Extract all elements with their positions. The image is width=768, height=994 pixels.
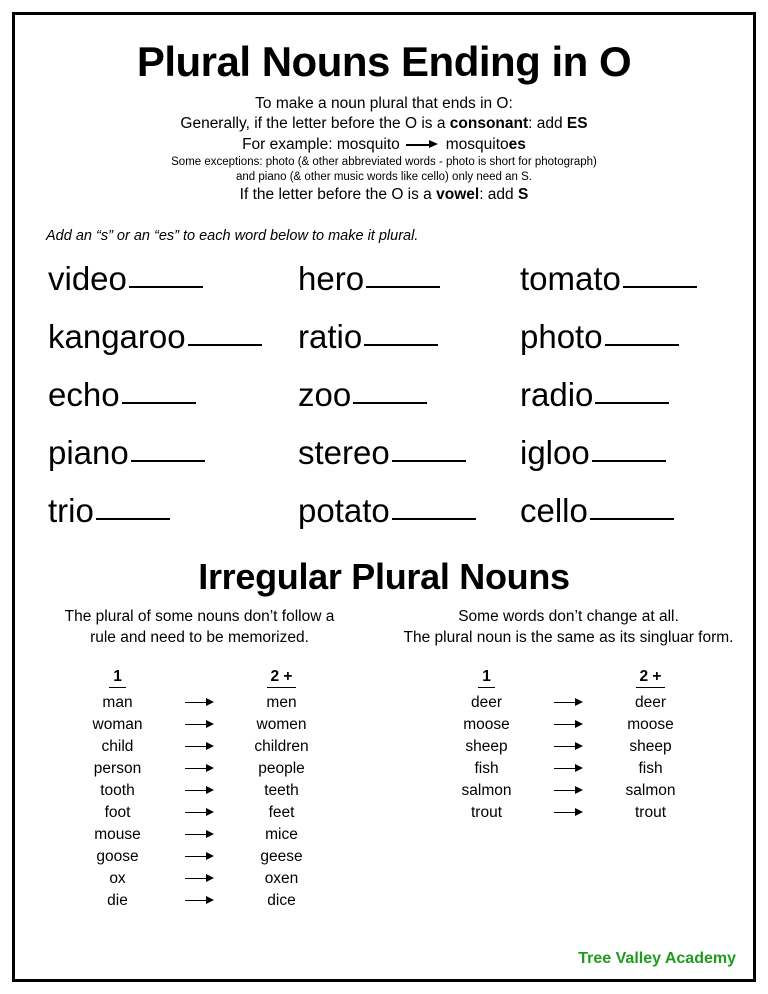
header-plural	[596, 666, 706, 692]
plural-word: feet	[268, 803, 295, 821]
singular-word: fish	[474, 759, 499, 777]
arrow-cell	[173, 758, 227, 780]
plural-word: deer	[634, 693, 667, 711]
word-item	[298, 424, 520, 482]
word-item	[298, 482, 520, 540]
table-row	[63, 846, 337, 868]
answer-blank[interactable]	[131, 434, 205, 462]
table-row	[63, 758, 337, 780]
arrow-right-icon	[554, 807, 584, 818]
header-plural	[227, 666, 337, 692]
word-item	[48, 308, 298, 366]
rule-3-post: : add	[479, 186, 518, 204]
plural-word: women	[256, 715, 307, 733]
word-label: igloo	[520, 433, 590, 471]
exception-line-2: and piano (& other music words like cello) only need an S.	[236, 171, 532, 184]
answer-blank[interactable]	[188, 318, 262, 346]
table-row	[63, 802, 337, 824]
irregular-columns	[22, 606, 746, 912]
word-label: tomato	[520, 259, 621, 297]
rule-line-1: To make a noun plural that ends in O:	[255, 95, 513, 112]
instruction-text: Add an “s” or an “es” to each word below to make it plural.	[46, 227, 419, 244]
header-singular-label: 1	[478, 668, 495, 688]
left-intro	[22, 606, 377, 652]
rule-2-bold: consonant	[449, 115, 529, 133]
arrow-cell	[173, 714, 227, 736]
plural-word: teeth	[264, 781, 299, 799]
plural-word: men	[266, 693, 297, 711]
word-label: video	[48, 259, 127, 297]
answer-blank[interactable]	[364, 318, 438, 346]
arrow-cell	[173, 846, 227, 868]
left-pair-table	[63, 666, 337, 912]
singular-word: moose	[463, 715, 510, 733]
word-label: piano	[48, 433, 129, 471]
answer-blank[interactable]	[122, 376, 196, 404]
example-result	[446, 135, 526, 155]
arrow-cell	[542, 758, 596, 780]
brand-footer: Tree Valley Academy	[578, 950, 736, 967]
singular-word: die	[107, 891, 128, 909]
rule-2-pre: Generally, if the letter before the O is a	[180, 115, 450, 133]
left-intro-line-2: rule and need to be memorized.	[90, 629, 309, 647]
plural-word: geese	[260, 847, 303, 865]
word-item	[298, 308, 520, 366]
irregular-column-left	[22, 606, 377, 912]
page-title: Plural Nouns Ending in O	[136, 38, 632, 85]
word-item	[48, 250, 298, 308]
arrow-right-icon	[185, 895, 215, 906]
singular-word: foot	[104, 803, 131, 821]
plural-word: people	[258, 759, 305, 777]
answer-blank[interactable]	[623, 260, 697, 288]
plural-word: fish	[638, 759, 663, 777]
example-result-stem: mosquito	[445, 135, 509, 153]
word-item	[520, 424, 746, 482]
rule-line-3	[22, 185, 746, 205]
right-pair-table	[432, 666, 706, 824]
word-label: ratio	[298, 317, 363, 355]
left-intro-line-1: The plural of some nouns don’t follow a	[64, 607, 335, 625]
arrow-right-icon	[554, 763, 584, 774]
plural-word: oxen	[264, 869, 299, 887]
singular-word: ox	[109, 869, 126, 887]
answer-blank[interactable]	[366, 260, 440, 288]
word-label: radio	[520, 375, 594, 413]
table-header-row	[63, 666, 337, 692]
table-row	[63, 824, 337, 846]
plural-word: moose	[627, 715, 674, 733]
table-row	[63, 780, 337, 802]
word-label: potato	[298, 491, 390, 529]
table-row	[432, 802, 706, 824]
arrow-cell	[173, 890, 227, 912]
example-result-suffix: es	[508, 135, 526, 153]
plural-word: dice	[267, 891, 296, 909]
right-intro	[391, 606, 746, 652]
word-label: zoo	[298, 375, 352, 413]
worksheet-content	[22, 22, 746, 912]
table-row	[432, 736, 706, 758]
answer-blank[interactable]	[595, 376, 669, 404]
word-exercise-grid	[48, 250, 746, 540]
answer-blank[interactable]	[592, 434, 666, 462]
word-label: trio	[48, 491, 94, 529]
word-label: kangaroo	[48, 317, 186, 355]
arrow-right-icon	[185, 763, 215, 774]
word-label: hero	[298, 259, 365, 297]
arrow-right-icon	[554, 741, 584, 752]
arrow-cell	[542, 692, 596, 714]
rule-line-2	[22, 114, 746, 134]
answer-blank[interactable]	[590, 492, 674, 520]
example-label: For example: mosquito	[242, 135, 400, 153]
arrow-right-icon	[185, 873, 215, 884]
header-singular	[432, 666, 542, 692]
arrow-cell	[173, 692, 227, 714]
header-plural-label: 2 +	[267, 668, 297, 688]
word-item	[520, 250, 746, 308]
singular-word: person	[93, 759, 142, 777]
arrow-cell	[173, 868, 227, 890]
arrow-cell	[173, 736, 227, 758]
arrow-cell	[173, 780, 227, 802]
arrow-cell	[542, 780, 596, 802]
word-item	[298, 250, 520, 308]
singular-word: woman	[92, 715, 143, 733]
rule-2-post: : add	[528, 115, 567, 133]
plural-word: trout	[634, 803, 666, 821]
arrow-right-icon	[185, 807, 215, 818]
header-singular-label: 1	[109, 668, 126, 688]
word-item	[520, 308, 746, 366]
header-plural-label: 2 +	[636, 668, 666, 688]
section-title-irregular: Irregular Plural Nouns	[198, 555, 570, 597]
arrow-right-icon	[554, 697, 584, 708]
plural-word: mice	[265, 825, 298, 843]
rule-3-bold2: S	[517, 186, 529, 204]
table-row	[63, 868, 337, 890]
singular-word: child	[101, 737, 134, 755]
arrow-right-icon	[185, 697, 215, 708]
arrow-cell	[542, 714, 596, 736]
word-label: photo	[520, 317, 603, 355]
rule-3-pre: If the letter before the O is a	[239, 186, 437, 204]
table-row	[432, 692, 706, 714]
arrow-right-icon	[185, 829, 215, 840]
word-item	[48, 482, 298, 540]
plural-word: salmon	[625, 781, 676, 799]
answer-blank[interactable]	[96, 492, 170, 520]
answer-blank[interactable]	[392, 434, 466, 462]
plural-word: sheep	[629, 737, 672, 755]
singular-word: trout	[470, 803, 502, 821]
table-row	[63, 692, 337, 714]
irregular-column-right	[391, 606, 746, 912]
answer-blank[interactable]	[392, 492, 476, 520]
word-item	[298, 366, 520, 424]
arrow-cell	[542, 736, 596, 758]
singular-word: man	[102, 693, 133, 711]
word-item	[48, 424, 298, 482]
singular-word: deer	[470, 693, 503, 711]
header-singular	[63, 666, 173, 692]
arrow-right-icon	[554, 785, 584, 796]
arrow-right-icon	[554, 719, 584, 730]
answer-blank[interactable]	[129, 260, 203, 288]
header-spacer	[542, 666, 596, 692]
right-intro-line-2: The plural noun is the same as its singluar form.	[403, 629, 734, 647]
singular-word: tooth	[100, 781, 135, 799]
rule-3-bold: vowel	[436, 186, 480, 204]
table-row	[63, 736, 337, 758]
rules-block	[22, 94, 746, 206]
arrow-cell	[542, 802, 596, 824]
arrow-right-icon	[185, 851, 215, 862]
word-item	[48, 366, 298, 424]
rule-2-bold2: ES	[566, 115, 588, 133]
arrow-right-icon	[185, 741, 215, 752]
word-label: echo	[48, 375, 120, 413]
table-header-row	[432, 666, 706, 692]
word-item	[520, 482, 746, 540]
right-intro-line-1: Some words don’t change at all.	[458, 607, 679, 625]
header-spacer	[173, 666, 227, 692]
answer-blank[interactable]	[605, 318, 679, 346]
arrow-right-icon	[406, 139, 440, 151]
word-item	[520, 366, 746, 424]
table-row	[432, 780, 706, 802]
word-label: stereo	[298, 433, 390, 471]
plural-word: children	[254, 737, 309, 755]
singular-word: sheep	[465, 737, 508, 755]
table-row	[63, 890, 337, 912]
exception-line-1: Some exceptions: photo (& other abbreviated words - photo is short for photograph)	[171, 156, 597, 169]
table-row	[432, 758, 706, 780]
singular-word: mouse	[94, 825, 141, 843]
singular-word: salmon	[461, 781, 512, 799]
arrow-cell	[173, 824, 227, 846]
table-row	[63, 714, 337, 736]
answer-blank[interactable]	[353, 376, 427, 404]
table-row	[432, 714, 706, 736]
arrow-right-icon	[185, 719, 215, 730]
arrow-cell	[173, 802, 227, 824]
arrow-right-icon	[185, 785, 215, 796]
singular-word: goose	[96, 847, 139, 865]
word-label: cello	[520, 491, 588, 529]
rule-example	[22, 135, 746, 155]
